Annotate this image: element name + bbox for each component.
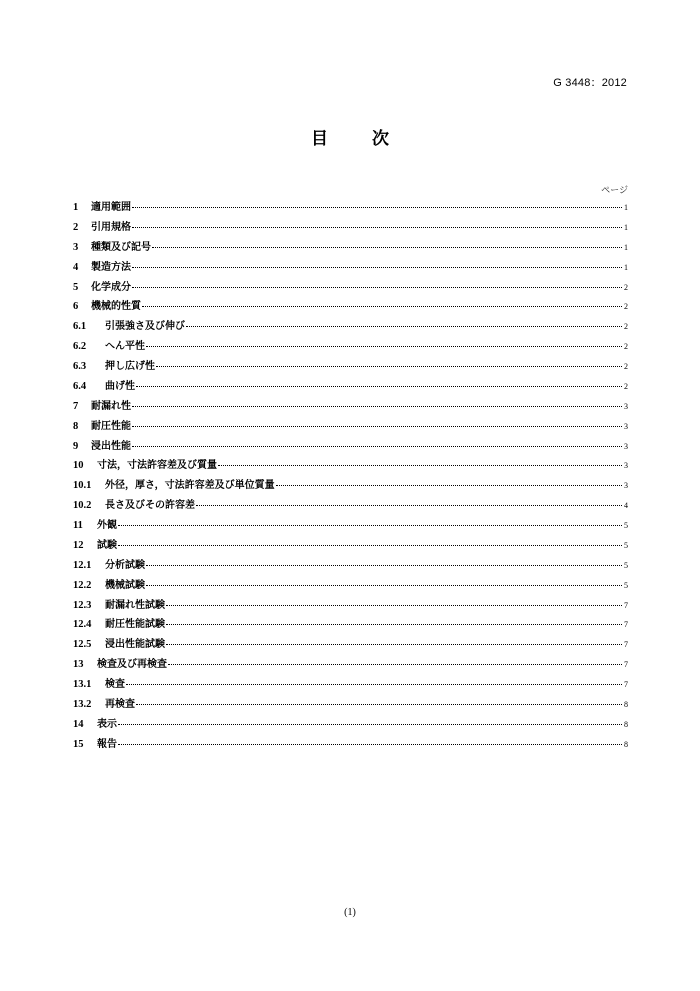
- toc-entry-page: 5: [624, 580, 628, 590]
- toc-entry-page: 8: [624, 739, 628, 749]
- dot-leader: [132, 227, 622, 228]
- toc-entry-page: 5: [624, 560, 628, 570]
- toc-entry-label: 報告: [97, 738, 117, 750]
- toc-entry-number: 12: [73, 539, 84, 551]
- toc-title: 目 次: [311, 129, 408, 149]
- toc-entry[interactable]: [73, 417, 628, 437]
- toc-entry-label: 機械試験: [105, 579, 145, 591]
- toc-entry-number: 10.1: [73, 480, 92, 492]
- dot-leader: [186, 326, 622, 327]
- dot-leader: [146, 565, 622, 566]
- toc-entry-label: 耐漏れ性: [91, 400, 131, 412]
- toc-entry-page: 2: [624, 302, 628, 312]
- dot-leader: [156, 366, 622, 367]
- toc-entry-label: 試験: [97, 539, 117, 551]
- dot-leader: [166, 605, 622, 606]
- toc-entry-label: 浸出性能試験: [105, 639, 165, 651]
- toc-entry[interactable]: [73, 377, 628, 397]
- dot-leader: [132, 207, 622, 208]
- toc-entry[interactable]: [73, 735, 628, 755]
- toc-entry[interactable]: [73, 317, 628, 337]
- dot-leader: [126, 684, 622, 685]
- dot-leader: [118, 525, 622, 526]
- toc-entry-page: 7: [624, 640, 628, 650]
- toc-entry-page: 1: [624, 222, 628, 232]
- toc-entry-label: 耐圧性能試験: [105, 619, 165, 631]
- toc-entry-label: 検査及び再検査: [97, 659, 167, 671]
- toc-entry-number: 1: [73, 202, 79, 213]
- toc-entry-page: 8: [624, 699, 628, 709]
- toc-entry-number: 15: [73, 738, 84, 750]
- toc-entry[interactable]: [73, 337, 628, 357]
- toc-entry[interactable]: [73, 258, 628, 278]
- toc-entry-page: 3: [624, 481, 628, 491]
- toc-entry-page: 7: [624, 600, 628, 610]
- dot-leader: [276, 485, 622, 486]
- document-code: G 3448：2012: [553, 77, 627, 89]
- toc-entry-label: 再検査: [105, 698, 135, 710]
- toc-entry-page: 2: [624, 362, 628, 371]
- dot-leader: [136, 704, 622, 705]
- dot-leader: [118, 744, 622, 745]
- toc-entry-number: 6.4: [73, 380, 87, 392]
- dot-leader: [118, 724, 622, 725]
- toc-entry-label: 外観: [97, 520, 117, 531]
- toc-entry[interactable]: [73, 238, 628, 258]
- dot-leader: [142, 306, 622, 307]
- toc-entry[interactable]: [73, 218, 628, 238]
- toc-entry-label: 検査: [105, 679, 125, 690]
- toc-entry-label: 浸出性能: [91, 440, 131, 452]
- toc-entry-number: 13: [73, 659, 84, 671]
- toc-entry-number: 5: [73, 281, 79, 293]
- page-number-footer: (1): [344, 907, 356, 918]
- toc-entry[interactable]: [73, 297, 628, 317]
- dot-leader: [146, 585, 622, 586]
- toc-entry-page: 8: [624, 719, 628, 729]
- toc-entry[interactable]: [73, 278, 628, 298]
- toc-entry-page: 2: [624, 381, 628, 391]
- dot-leader: [132, 406, 622, 407]
- dot-leader: [166, 624, 622, 625]
- toc-entry-number: 11: [73, 520, 83, 531]
- toc-entry[interactable]: [73, 556, 628, 576]
- toc-entry-label: 耐圧性能: [91, 420, 131, 432]
- toc-entry-page: 3: [624, 401, 628, 411]
- toc-entry[interactable]: [73, 397, 628, 417]
- toc-entry[interactable]: [73, 536, 628, 556]
- toc-entry-number: 12.1: [73, 559, 92, 571]
- dot-leader: [132, 267, 622, 268]
- toc-entry[interactable]: [73, 615, 628, 635]
- page-column-heading: ページ: [601, 186, 628, 196]
- toc-entry-number: 6.2: [73, 341, 87, 353]
- toc-entry-number: 12.5: [73, 639, 92, 651]
- toc-entry-label: 寸法，寸法許容差及び質量: [97, 460, 217, 472]
- toc-entry-label: 曲げ性: [105, 380, 135, 392]
- toc-entry-number: 12.3: [73, 599, 92, 611]
- toc-entry[interactable]: [73, 576, 628, 596]
- toc-entry-label: 押し広げ性: [105, 361, 155, 372]
- toc-entry-label: 化学成分: [91, 281, 131, 293]
- toc-entry-page: 2: [624, 322, 628, 332]
- dot-leader: [218, 465, 622, 466]
- toc-entry-number: 13.1: [73, 679, 92, 690]
- toc-entry[interactable]: [73, 198, 628, 218]
- toc-entry-page: 4: [624, 501, 628, 511]
- toc-entry-page: 3: [624, 441, 628, 451]
- toc-entry-page: 7: [624, 620, 628, 630]
- dot-leader: [166, 644, 622, 645]
- toc-entry[interactable]: [73, 635, 628, 655]
- dot-leader: [132, 426, 622, 427]
- toc-entry-page: 1: [624, 242, 628, 252]
- toc-entry[interactable]: [73, 695, 628, 715]
- toc-entry-page: 5: [624, 521, 628, 530]
- toc-entry-number: 6.3: [73, 361, 87, 372]
- toc-entry-label: 機械的性質: [91, 301, 141, 313]
- toc-entry-page: 1: [624, 203, 628, 212]
- toc-entry-number: 12.4: [73, 619, 92, 631]
- toc-entry-label: へん平性: [105, 341, 145, 353]
- toc-entry-page: 7: [624, 680, 628, 689]
- toc-entry-label: 分析試験: [105, 559, 145, 571]
- dot-leader: [132, 287, 622, 288]
- toc-entry-number: 13.2: [73, 698, 92, 710]
- toc-entry-number: 2: [73, 221, 79, 233]
- toc-entry-label: 引張強さ及び伸び: [105, 321, 185, 333]
- toc-entry[interactable]: [73, 715, 628, 735]
- dot-leader: [118, 545, 622, 546]
- toc-entry-number: 6: [73, 301, 79, 313]
- toc-entry[interactable]: [73, 516, 628, 536]
- toc-entry[interactable]: [73, 357, 628, 377]
- toc-entry-label: 耐漏れ性試験: [105, 599, 165, 611]
- toc-entry-page: 2: [624, 282, 628, 292]
- toc-entry-number: 9: [73, 440, 79, 452]
- toc-entry-label: 長さ及びその許容差: [105, 500, 195, 512]
- toc-entry[interactable]: [73, 655, 628, 675]
- dot-leader: [152, 247, 622, 248]
- toc-entry-number: 7: [73, 400, 79, 412]
- toc-entry[interactable]: [73, 456, 628, 476]
- dot-leader: [168, 664, 622, 665]
- toc-entry-page: 3: [624, 421, 628, 431]
- toc-entry-number: 6.1: [73, 321, 87, 333]
- toc-entry-number: 14: [73, 718, 84, 730]
- toc-entry-number: 10.2: [73, 500, 92, 512]
- toc-entry-number: 4: [73, 261, 79, 273]
- toc-entry-page: 3: [624, 461, 628, 471]
- toc-entry-page: 5: [624, 540, 628, 550]
- toc-entry-page: 7: [624, 660, 628, 670]
- toc-entry[interactable]: [73, 675, 628, 695]
- toc-entry-label: 製造方法: [91, 261, 131, 273]
- toc-entry-label: 外径，厚さ，寸法許容差及び単位質量: [105, 480, 275, 492]
- toc-entry-number: 3: [73, 241, 79, 253]
- toc-entry[interactable]: [73, 476, 628, 496]
- toc-entry[interactable]: [73, 496, 628, 516]
- toc-entry-number: 10: [73, 460, 84, 472]
- toc-entry-label: 引用規格: [91, 221, 131, 233]
- dot-leader: [136, 386, 622, 387]
- toc-entry-page: 2: [624, 342, 628, 352]
- toc-entry-number: 8: [73, 420, 79, 432]
- dot-leader: [146, 346, 622, 347]
- toc-entry-label: 種類及び記号: [91, 241, 151, 253]
- dot-leader: [196, 505, 622, 506]
- toc-entry-label: 表示: [97, 718, 117, 730]
- toc-entry[interactable]: [73, 437, 628, 457]
- dot-leader: [132, 446, 622, 447]
- toc-entry-page: 1: [624, 262, 628, 272]
- toc-entry-label: 適用範囲: [91, 202, 131, 213]
- toc-entry-number: 12.2: [73, 579, 92, 591]
- toc-entry[interactable]: [73, 596, 628, 616]
- table-of-contents: [73, 198, 628, 755]
